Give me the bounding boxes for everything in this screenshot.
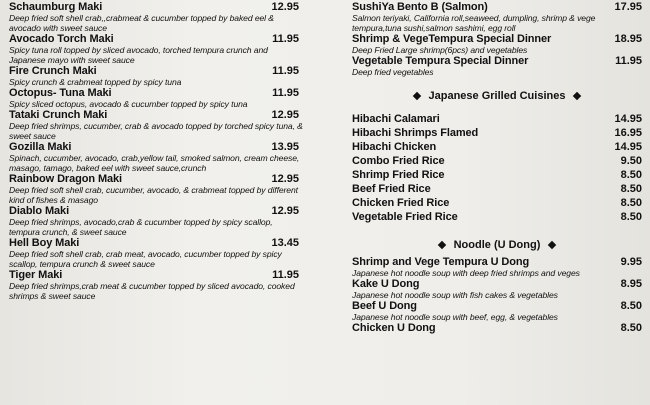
menu-item-kake-udong [352,278,642,300]
menu-item-tiger-maki [9,269,304,301]
item-price: 12.95 [271,109,299,121]
item-description: Salmon teriyaki, California roll,seaweed, dumpling, shrimp & vege tempura,tuna sushi,salmon sashimi, egg roll [352,13,596,33]
item-price: 8.50 [620,300,642,312]
grilled-items-list [352,113,642,225]
item-name: Hibachi Shrimps Flamed [352,127,479,139]
item-price: 8.50 [620,197,642,209]
item-name: Beef U Dong [352,300,417,312]
item-price: 8.50 [620,169,642,181]
menu-item-shrimp-vege-tempura-dinner [352,33,642,55]
item-name: Vegetable Tempura Special Dinner [352,55,529,67]
item-price: 12.95 [271,173,299,185]
item-description: Japanese hot noodle soup with deep fried shrimps and veges [352,268,580,278]
diamond-icon [437,241,445,249]
menu-item-beef-udong [352,300,642,322]
menu-item-hibachi-calamari [352,113,642,127]
item-description: Spicy tuna roll topped by sliced avocado, torched tempura crunch and Japanese mayo with sweet sauce [9,45,268,65]
item-description: Spicy crunch & crabmeat topped by spicy tuna [9,77,182,87]
item-price: 9.95 [620,256,642,268]
left-column [9,0,304,301]
item-price: 12.95 [271,1,299,13]
item-price: 8.50 [620,183,642,195]
menu-item-vegetable-tempura-dinner [352,55,642,77]
item-name: Hibachi Chicken [352,141,437,153]
item-price: 17.95 [614,1,642,13]
item-price: 16.95 [614,127,642,139]
item-price: 13.45 [271,237,299,249]
item-description: Japanese hot noodle soup with beef, egg, & vegetables [352,312,558,322]
item-price: 18.95 [614,33,642,45]
menu-item-beef-fried-rice [352,183,642,197]
item-price: 13.95 [271,141,299,153]
item-name: Chicken Fried Rice [352,197,450,209]
item-name: Vegetable Fried Rice [352,211,458,223]
item-price: 14.95 [614,113,642,125]
item-price: 11.95 [272,33,299,45]
item-name: Combo Fried Rice [352,155,445,167]
menu-item-combo-fried-rice [352,155,642,169]
section-title: Noodle (U Dong) [453,239,541,251]
item-price: 11.95 [272,87,299,99]
item-name: Hibachi Calamari [352,113,440,125]
menu-item-sushiya-bento-b [352,1,642,33]
item-name: Beef Fried Rice [352,183,431,195]
item-name: SushiYa Bento B (Salmon) [352,1,488,13]
menu-item-hell-boy-maki [9,237,304,269]
item-price: 11.95 [615,55,642,67]
item-name: Tiger Maki [9,269,63,281]
item-name: Hell Boy Maki [9,237,80,249]
item-price: 9.50 [620,155,642,167]
item-price: 14.95 [614,141,642,153]
item-price: 8.50 [620,322,642,334]
item-name: Avocado Torch Maki [9,33,114,45]
menu-item-schaumburg-maki [9,1,304,33]
menu-item-vegetable-fried-rice [352,211,642,225]
item-name: Shrimp Fried Rice [352,169,445,181]
menu-item-chicken-fried-rice [352,197,642,211]
menu-item-shrimp-vege-tempura-udong [352,256,642,278]
noodle-section-header [352,239,642,251]
item-name: Diablo Maki [9,205,70,217]
item-description: Japanese hot noodle soup with fish cakes & vegetables [352,290,558,300]
item-name: Shrimp and Vege Tempura U Dong [352,256,530,268]
item-price: 11.95 [272,65,299,77]
menu-item-fire-crunch-maki [9,65,304,87]
section-title: Japanese Grilled Cuisines [428,90,566,102]
item-description: Deep Fried Large shrimp(6pcs) and vegetables [352,45,528,55]
item-name: Gozilla Maki [9,141,72,153]
menu-item-gozilla-maki [9,141,304,173]
item-name: Tataki Crunch Maki [9,109,108,121]
diamond-icon [573,92,581,100]
item-price: 11.95 [272,269,299,281]
item-description: Deep fried vegetables [352,67,434,77]
item-name: Rainbow Dragon Maki [9,173,122,185]
item-price: 12.95 [271,205,299,217]
item-name: Octopus- Tuna Maki [9,87,112,99]
item-name: Kake U Dong [352,278,420,290]
grilled-section-header [352,90,642,102]
item-price: 8.50 [620,211,642,223]
item-description: Deep fried soft shell crab,,crabmeat & cucumber topped by baked eel & avocado with sweet sauce [9,13,274,33]
menu-item-octopus-tuna-maki [9,87,304,109]
item-description: Deep fried shrimps, cucumber, crab & avocado topped by torched spicy tuna, & sweet sauce [9,121,303,141]
item-price: 8.95 [620,278,642,290]
menu-item-hibachi-chicken [352,141,642,155]
menu-item-shrimp-fried-rice [352,169,642,183]
item-name: Shrimp & VegeTempura Special Dinner [352,33,552,45]
item-name: Schaumburg Maki [9,1,103,13]
menu-item-avocado-torch-maki [9,33,304,65]
item-description: Spicy sliced octopus, avocado & cucumber topped by spicy tuna [9,99,248,109]
menu-item-tataki-crunch-maki [9,109,304,141]
menu-item-chicken-udong [352,322,642,334]
item-name: Fire Crunch Maki [9,65,97,77]
item-description: Deep fried soft shell crab, crab meat, avocado, cucumber topped by spicy scallop, tempura crunch & sweet sauce [9,249,282,269]
item-description: Spinach, cucumber, avocado, crab,yellow tail, smoked salmon, cream cheese, masago, tamago, baked eel with sweet sauce,crunch [9,153,300,173]
item-name: Chicken U Dong [352,322,436,334]
item-description: Deep fried shrimps,crab meat & cucumber topped by sliced avocado, cooked shrimps & sweet sauce [9,281,295,301]
right-column [352,0,642,334]
menu-item-diablo-maki [9,205,304,237]
diamond-icon [412,92,420,100]
diamond-icon [548,241,556,249]
menu-item-rainbow-dragon-maki [9,173,304,205]
item-description: Deep fried soft shell crab, cucumber, avocado, & crabmeat topped by different kind of fishes & masago [9,185,298,205]
menu-item-hibachi-shrimps-flamed [352,127,642,141]
item-description: Deep fried shrimps, avocado,crab & cucumber topped by spicy scallop, tempura crunch, & sweet sauce [9,217,273,237]
